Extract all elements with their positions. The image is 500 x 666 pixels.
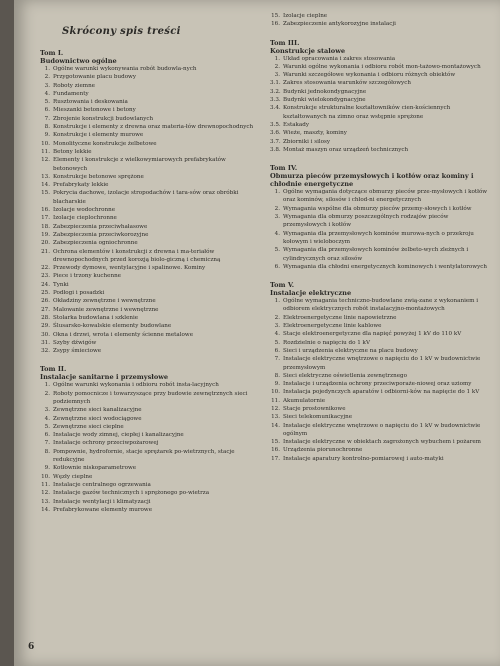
toc-entry — [40, 339, 260, 347]
entry-number: 10. — [41, 473, 50, 480]
section-heading: Tom II. — [40, 365, 67, 374]
entry-number: 8. — [44, 124, 50, 131]
toc-entry — [40, 98, 260, 106]
toc-entry — [40, 406, 260, 414]
entry-number: 31. — [41, 339, 50, 346]
entry-title: Ogólne warunki wykonania i odbioru robót insta-lacyjnych — [53, 382, 219, 389]
section-subtitle: Konstrukcje stalowe — [270, 46, 346, 55]
entry-title: Wymagania dla chłodni energetycznych kominowych i wentylatorowych — [283, 263, 487, 270]
entry-number: 3. — [44, 82, 50, 89]
toc-entry — [40, 498, 260, 506]
toc-entry — [40, 473, 260, 481]
toc-title: Skrócony spis treści — [62, 26, 181, 37]
entry-number: 32. — [41, 348, 50, 355]
toc-entry — [270, 79, 492, 87]
entry-number: 9. — [44, 132, 50, 139]
entry-title: Wieże, maszty, kominy — [283, 130, 347, 137]
entry-title: Konstrukcje betonowe sprężone — [53, 173, 144, 180]
entry-number: 11. — [271, 397, 280, 404]
toc-list — [270, 188, 492, 271]
entry-title: Zewnętrzne sieci cieplne — [53, 423, 124, 430]
toc-entry — [270, 380, 492, 388]
toc-entry — [40, 264, 260, 272]
entry-number: 12. — [41, 490, 50, 497]
toc-list — [40, 381, 260, 514]
toc-entry — [40, 448, 260, 465]
toc-entry — [40, 464, 260, 472]
entry-title: Izolacje wodochronne — [53, 207, 116, 214]
toc-entry — [270, 297, 492, 314]
toc-entry — [270, 88, 492, 96]
entry-title: Elektroenergetyczne linie kablowe — [283, 323, 382, 330]
toc-entry — [270, 121, 492, 129]
toc-entry — [40, 206, 260, 214]
toc-entry — [40, 390, 260, 407]
toc-entry — [270, 405, 492, 413]
entry-number: 2. — [274, 205, 280, 212]
entry-number: 24. — [41, 281, 50, 288]
toc-list — [40, 65, 260, 355]
toc-entry — [40, 123, 260, 131]
entry-title: Izolacje cieplochronne — [53, 215, 117, 222]
toc-entry — [40, 131, 260, 139]
entry-number: 19. — [41, 231, 50, 238]
entry-number: 3.7. — [270, 138, 281, 145]
entry-number: 30. — [41, 331, 50, 338]
entry-number: 16. — [271, 21, 280, 28]
toc-entry — [270, 455, 492, 463]
entry-title: Instalacje gazów technicznych i sprężonego po-wietrza — [53, 490, 210, 497]
toc-entry — [270, 63, 492, 71]
entry-title: Zbrojenie konstrukcji budowlanych — [53, 115, 154, 122]
entry-number: 3. — [274, 323, 280, 330]
entry-number: 16. — [41, 207, 50, 214]
entry-title: Ogólne wymagania techniczno-budowlane zwią-zane z wykonaniem i odbiorem elektrycznych robót instalacyjno-montażowych — [283, 298, 479, 313]
entry-number: 6. — [44, 107, 50, 114]
toc-entry — [270, 20, 492, 28]
toc-entry — [270, 413, 492, 421]
entry-title: Mieszanki betonowe i betony — [53, 107, 136, 114]
entry-number: 9. — [44, 465, 50, 472]
entry-title: Zewnętrzne sieci wodociągowe — [53, 415, 142, 422]
entry-title: Akumulatornie — [283, 397, 326, 404]
entry-title: Stolarka budowlana i szklenie — [53, 314, 139, 321]
entry-title: Rozdzielnie o napięciu do 1 kV — [283, 339, 370, 346]
entry-number: 29. — [41, 323, 50, 330]
entry-number: 1. — [274, 298, 280, 305]
entry-title: Roboty pomocnicze i towarzyszące przy budowie zewnętrznych sieci podziemnych — [53, 390, 248, 405]
toc-entry — [270, 205, 492, 213]
entry-number: 5. — [274, 247, 280, 254]
entry-title: Stacje prostownikowe — [283, 405, 346, 412]
entry-title: Sieci telekomunikacyjne — [283, 414, 353, 421]
entry-number: 1. — [274, 189, 280, 196]
toc-entry — [270, 213, 492, 230]
toc-entry — [270, 96, 492, 104]
entry-number: 13. — [41, 498, 50, 505]
entry-number: 4. — [274, 331, 280, 338]
entry-title: Podłogi i posadzki — [53, 290, 105, 297]
entry-number: 7. — [44, 440, 50, 447]
entry-number: 7. — [44, 115, 50, 122]
toc-entry — [40, 248, 260, 265]
entry-title: Sieci i urządzenia elektryczne na placu budowy — [283, 347, 418, 354]
toc-entry — [40, 214, 260, 222]
entry-title: Wymagania dla przemysłowych kominów murowa-nych o przekroju kołowym i wieloboczym — [283, 230, 474, 245]
toc-entry — [40, 489, 260, 497]
entry-number: 10. — [271, 389, 280, 396]
entry-number: 15. — [41, 190, 50, 197]
toc-entry — [270, 438, 492, 446]
entry-title: Instalacje centralnego ogrzewania — [53, 481, 151, 488]
entry-title: Ślusarsko-kowalskie elementy budowlane — [53, 323, 172, 330]
toc-entry — [40, 347, 260, 355]
toc-entry — [270, 446, 492, 454]
entry-title: Wymagania dla przemysłowych kominów żelbeto-wych zleżnych i cylindrycznych oraz silosów — [283, 247, 469, 262]
toc-entry — [40, 331, 260, 339]
toc-entry — [270, 230, 492, 247]
entry-number: 8. — [44, 448, 50, 455]
toc-entry — [40, 231, 260, 239]
entry-title: Okładziny zewnętrzne i wewnętrzne — [53, 298, 156, 305]
entry-title: Zabezpieczenie antykorozyjne instalacji — [283, 21, 396, 28]
toc-entry — [40, 322, 260, 330]
toc-entry — [40, 106, 260, 114]
entry-number: 3.8. — [270, 146, 281, 153]
entry-number: 4. — [274, 230, 280, 237]
entry-title: Instalacje aparatury kontrolno-pomiarowej i auto-matyki — [283, 455, 444, 462]
entry-title: Stacje elektroenergetyczne dla napięć powyżej 1 kV do 110 kV — [283, 331, 462, 338]
entry-title: Zakres stosowania warunków szczegółowych — [283, 80, 411, 87]
entry-number: 12. — [41, 157, 50, 164]
section-subtitle: Budownictwo ogólne — [40, 57, 117, 65]
entry-title: Ogólne warunki wykonywania robót budowla-nych — [53, 66, 197, 72]
entry-title: Zsypy śmieciowe — [53, 348, 102, 355]
left-sections — [40, 49, 260, 514]
entry-title: Przewody dymowe, wentylacyjne i spalinowe. Kominy — [53, 265, 206, 272]
entry-title: Zabezpieczenia ogniochronne — [53, 240, 138, 247]
toc-section — [270, 164, 492, 271]
entry-number: 3. — [274, 214, 280, 221]
section-subtitle: Instalacje sanitarne i przemysłowe — [40, 373, 169, 382]
entry-number: 7. — [274, 356, 280, 363]
entry-number: 23. — [41, 273, 50, 280]
entry-title: Warunki ogólne wykonania i odbioru robót mon-tażowo-montażowych — [283, 63, 481, 70]
toc-entry — [40, 115, 260, 123]
entry-title: Wymagania dla obmurzy poszczególnych rodzajów pieców przemysłowych i kotłów — [283, 214, 449, 229]
entry-number: 9. — [274, 381, 280, 388]
entry-title: Instalacje elektryczne w obiektach zagrożonych wybuchem i pożarem — [283, 439, 481, 446]
entry-title: Konstrukcje strukturalne kształtowników cien-kościennych kształtowanych na zimno oraz wstępnie sprężone — [283, 105, 451, 120]
entry-number: 20. — [41, 240, 50, 247]
toc-entry — [270, 146, 492, 154]
entry-title: Estakady — [283, 121, 310, 128]
entry-title: Tynki — [53, 281, 69, 288]
entry-number: 14. — [271, 422, 280, 429]
toc-section — [270, 39, 492, 155]
entry-number: 10. — [41, 140, 50, 147]
entry-number: 3. — [44, 407, 50, 414]
entry-title: Fundamenty — [53, 90, 89, 97]
entry-title: Roboty ziemne — [53, 82, 95, 89]
entry-number: 4. — [44, 90, 50, 97]
entry-title: Wymagania wspólne dla obmurzy pieców przemy-słowych i kotłów — [283, 205, 472, 212]
entry-title: Kotłownie niskoparametrowe — [53, 465, 137, 472]
entry-number: 14. — [41, 182, 50, 189]
toc-entry — [40, 272, 260, 280]
entry-number: 3.1. — [270, 80, 281, 87]
entry-number: 3.4. — [270, 105, 281, 112]
toc-entry — [40, 239, 260, 247]
section-subtitle: Obmurza pieców przemysłowych i kotłów oraz kominy i chłodnie energetyczne — [270, 172, 474, 189]
entry-title: Izolacje cieplne — [283, 13, 328, 19]
entry-title: Szyby dźwigów — [53, 339, 97, 346]
toc-entry — [270, 397, 492, 405]
entry-title: Zbiorniki i silosy — [283, 138, 331, 145]
toc-entry — [40, 381, 260, 389]
entry-title: Okna i drzwi, wrota i elementy ścienne metalowe — [53, 331, 194, 338]
entry-title: Układ opracowania i zakres stosowania — [283, 55, 396, 62]
entry-title: Węzły cieplne — [53, 473, 93, 480]
toc-entry — [270, 314, 492, 322]
toc-entry — [40, 289, 260, 297]
entry-number: 1. — [44, 66, 50, 72]
entry-number: 22. — [41, 265, 50, 272]
entry-title: Budynki wielokondygnacyjne — [283, 97, 366, 104]
entry-number: 17. — [271, 455, 280, 462]
toc-entry — [270, 138, 492, 146]
toc-entry — [270, 339, 492, 347]
right-sections — [270, 12, 492, 463]
entry-number: 11. — [41, 481, 50, 488]
entry-number: 2. — [44, 390, 50, 397]
toc-entry — [270, 355, 492, 372]
toc-entry — [40, 148, 260, 156]
entry-number: 11. — [41, 148, 50, 155]
entry-number: 28. — [41, 314, 50, 321]
toc-list — [270, 12, 492, 29]
entry-title: Przygotowanie placu budowy — [53, 74, 137, 81]
entry-number: 16. — [271, 447, 280, 454]
page-number: 6 — [28, 642, 35, 652]
toc-entry — [40, 281, 260, 289]
toc-entry — [270, 422, 492, 439]
entry-number: 26. — [41, 298, 50, 305]
entry-number: 5. — [44, 423, 50, 430]
entry-number: 1. — [274, 55, 280, 62]
entry-title: Budynki jednokondygnacyjne — [283, 88, 367, 95]
entry-title: Montaż maszyn oraz urządzeń technicznych — [283, 146, 409, 153]
entry-number: 2. — [44, 74, 50, 81]
toc-entry — [40, 90, 260, 98]
toc-entry — [270, 129, 492, 137]
entry-number: 5. — [44, 99, 50, 106]
toc-list — [270, 55, 492, 155]
toc-entry — [270, 372, 492, 380]
entry-title: Zabezpieczenia przeciwhałasowe — [53, 223, 148, 230]
document-page — [14, 0, 500, 666]
entry-title: Instalacje elektryczne wnętrzowe o napięciu do 1 kV w budownictwie ogólnym — [283, 422, 481, 437]
entry-number: 8. — [274, 372, 280, 379]
entry-number: 15. — [271, 13, 280, 19]
entry-number: 2. — [274, 63, 280, 70]
left-column — [40, 12, 260, 514]
entry-number: 18. — [41, 223, 50, 230]
section-heading: Tom IV. — [270, 164, 298, 173]
toc-entry — [270, 55, 492, 63]
toc-entry — [40, 314, 260, 322]
entry-number: 15. — [271, 439, 280, 446]
entry-title: Piece i trzony kuchenne — [53, 273, 121, 280]
toc-entry — [40, 140, 260, 148]
entry-number: 6. — [274, 347, 280, 354]
toc-entry — [270, 388, 492, 396]
toc-entry — [270, 71, 492, 79]
entry-title: Zewnętrzne sieci kanalizacyjne — [53, 407, 142, 414]
toc-entry — [270, 330, 492, 338]
toc-entry — [270, 104, 492, 121]
entry-number: 13. — [41, 173, 50, 180]
right-column — [270, 0, 492, 463]
toc-entry — [40, 306, 260, 314]
toc-entry — [270, 347, 492, 355]
entry-title: Monolityczne konstrukcje żelbetowe — [53, 140, 157, 147]
entry-title: Elektroenergetyczne linie napowietrzne — [283, 314, 397, 321]
entry-number: 6. — [44, 432, 50, 439]
toc-entry — [40, 481, 260, 489]
toc-entry — [40, 431, 260, 439]
entry-number: 3.2. — [270, 88, 281, 95]
toc-section — [40, 49, 260, 355]
section-heading: Tom I. — [40, 49, 64, 57]
entry-number: 3.3. — [270, 97, 281, 104]
toc-entry — [40, 423, 260, 431]
toc-entry — [40, 173, 260, 181]
section-heading: Tom V. — [270, 281, 295, 290]
entry-number: 12. — [271, 405, 280, 412]
toc-entry — [40, 415, 260, 423]
entry-title: Instalacje wody zimnej, ciepłej i kanalizacyjne — [53, 432, 184, 439]
entry-title: Ogólne wymagania dotyczące obmurzy pieców prze-mysłowych i kotłów oraz kominów, silosów i chłod-ni energetycznych — [283, 189, 488, 204]
entry-number: 13. — [271, 414, 280, 421]
entry-title: Prefabrykowane elementy murowe — [53, 506, 152, 513]
toc-entry — [270, 246, 492, 263]
toc-section — [40, 365, 260, 514]
toc-list — [270, 297, 492, 463]
toc-entry — [270, 322, 492, 330]
toc-entry — [40, 439, 260, 447]
toc-entry — [40, 73, 260, 81]
entry-title: Konstrukcje i elementy z drewna oraz materia-łów drewnopochodnych — [53, 124, 254, 131]
entry-number: 3. — [274, 72, 280, 79]
entry-title: Instalacja pojedynczych aparatów i odbiorni-ków na napięcie do 1 kV — [283, 389, 480, 396]
entry-number: 25. — [41, 290, 50, 297]
entry-number: 5. — [274, 339, 280, 346]
entry-number: 2. — [274, 314, 280, 321]
entry-number: 27. — [41, 306, 50, 313]
entry-number: 3.5. — [270, 121, 281, 128]
entry-title: Instalacje i urządzenia ochrony przeciwporaże-niowej oraz uziomy — [283, 381, 472, 388]
entry-title: Pokrycia dachowe, izolacje stropodachów i tara-sów oraz obróbki blacharskie — [53, 190, 239, 205]
toc-entry — [40, 189, 260, 206]
entry-title: Instalacje ochrony przeciwpożarowej — [53, 440, 159, 447]
entry-title: Urządzenia piorunochronne — [283, 447, 363, 454]
entry-number: 3.6. — [270, 130, 281, 137]
entry-title: Zabezpieczenia przeciwkorozyjne — [53, 231, 149, 238]
entry-title: Pompownie, hydrofornie, stacje sprężarek po-wietrznych, stacje redukcyjne — [53, 448, 235, 464]
entry-title: Betony lekkie — [53, 148, 92, 155]
entry-title: Rusztowania i deskowania — [53, 99, 128, 106]
entry-title: Instalacje wentylacji i klimatyzacji — [53, 498, 151, 505]
entry-number: 17. — [41, 215, 50, 222]
toc-entry — [40, 82, 260, 90]
toc-section — [270, 12, 492, 29]
toc-entry — [40, 297, 260, 305]
toc-entry — [40, 506, 260, 514]
toc-entry — [40, 181, 260, 189]
entry-number: 6. — [274, 263, 280, 270]
entry-title: Malowanie zewnętrzne i wewnętrzne — [53, 306, 159, 313]
toc-entry — [40, 223, 260, 231]
toc-section — [270, 281, 492, 463]
toc-entry — [40, 65, 260, 73]
entry-number: 1. — [44, 382, 50, 389]
section-heading: Tom III. — [270, 38, 300, 47]
section-subtitle: Instalacje elektryczne — [270, 289, 352, 298]
toc-entry — [40, 156, 260, 173]
entry-number: 4. — [44, 415, 50, 422]
toc-entry — [270, 12, 492, 20]
entry-title: Elementy i konstrukcje z wielkowymiarowych prefabrykatów betonowych — [53, 157, 226, 172]
entry-title: Konstrukcje i elementy murowe — [53, 132, 144, 139]
toc-entry — [270, 263, 492, 271]
entry-title: Sieci elektryczne oświetlenia zewnętrznego — [283, 372, 407, 379]
entry-number: 21. — [41, 248, 50, 255]
entry-title: Prefabrykaty lekkie — [53, 182, 109, 189]
entry-title: Ochrona elementów i konstrukcji z drewna i ma-teriałów drewnopochodnych przed korozją biolo-giczną i chemiczną — [53, 248, 221, 263]
entry-number: 14. — [41, 506, 50, 513]
toc-entry — [270, 188, 492, 205]
entry-title: Instalacje elektryczne wnętrzowe o napięciu do 1 kV w budownictwie przemysłowym — [283, 356, 481, 371]
entry-title: Warunki szczegółowe wykonania i odbioru różnych obiektów — [283, 72, 456, 79]
